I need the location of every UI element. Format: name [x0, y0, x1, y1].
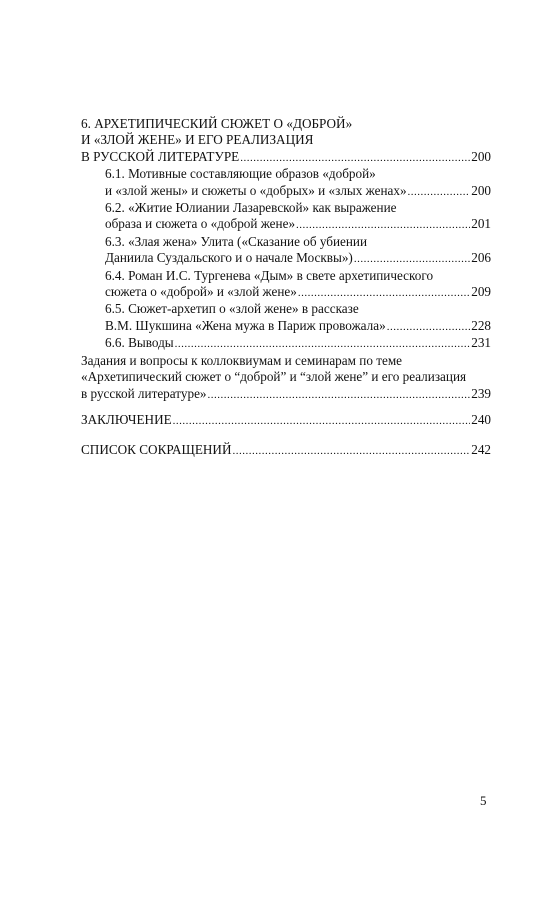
conclusion-label: ЗАКЛЮЧЕНИЕ: [81, 411, 172, 427]
page-ref: 228: [471, 317, 491, 333]
dot-leader: [208, 387, 471, 403]
page-ref: 200: [471, 182, 491, 198]
page-ref: 242: [471, 442, 491, 458]
page-ref: 231: [471, 335, 491, 351]
chapter-title-line: 6. АРХЕТИПИЧЕСКИЙ СЮЖЕТ О «ДОБРОЙ»: [81, 116, 353, 131]
section-title-line: сюжета о «доброй» и «злой жене» ..... 209: [105, 284, 491, 301]
dot-leader: [354, 251, 470, 267]
conclusion-entry[interactable]: [81, 412, 491, 429]
section-title-line: 6.6. Выводы ..... 231: [105, 335, 491, 352]
assignments-title-line: Задания и вопросы к коллоквиумам и семинарам по теме: [81, 352, 403, 368]
chapter-title-line: И «ЗЛОЙ ЖЕНЕ» И ЕГО РЕАЛИЗАЦИЯ: [81, 132, 314, 148]
page-ref: 206: [471, 250, 491, 266]
section-title-line: 6.4. Роман И.С. Тургенева «Дым» в свете архетипического: [105, 267, 434, 283]
dot-leader: [232, 443, 470, 459]
section-title-line: и «злой жены» и сюжеты о «добрых» и «злых женах» ..... 200: [105, 183, 491, 200]
dot-leader: [240, 150, 470, 166]
section-entry[interactable]: [81, 166, 491, 200]
section-entry[interactable]: [81, 268, 491, 302]
dot-leader: [296, 217, 470, 233]
section-entry[interactable]: [81, 200, 491, 234]
dot-leader: [173, 413, 471, 429]
section-title-line: 6.3. «Злая жена» Улита («Сказание об убиении: [105, 233, 368, 249]
dot-leader: [408, 184, 471, 200]
section-entry[interactable]: [81, 301, 491, 335]
section-title-line: образа и сюжета о «доброй жене» ..... 201: [105, 216, 491, 233]
dot-leader: [298, 285, 470, 301]
table-of-contents: [81, 116, 491, 460]
section-title-line: 6.2. «Житие Юлиании Лазаревской» как выражение: [105, 200, 397, 216]
assignments-title-line: «Архетипический сюжет о “доброй” и “злой жене” и его реализация: [81, 369, 467, 385]
section-entry[interactable]: [81, 234, 491, 268]
section-title-line: В.М. Шукшина «Жена мужа в Париж провожала» ..... 228: [105, 318, 491, 335]
chapter-entry[interactable]: [81, 116, 491, 166]
page-ref: 240: [471, 411, 491, 427]
section-title-line: 6.5. Сюжет-архетип о «злой жене» в рассказе: [105, 301, 359, 317]
chapter-title-line: В РУССКОЙ ЛИТЕРАТУРЕ ..... 200: [81, 149, 491, 166]
assignments-title-line: в русской литературе» ..... 239: [81, 386, 491, 403]
section-title-line: 6.1. Мотивные составляющие образов «доброй»: [105, 166, 376, 182]
section-entry[interactable]: [81, 335, 491, 352]
page-number: 5: [480, 793, 487, 808]
dot-leader: [175, 336, 471, 352]
page-ref: 209: [471, 284, 491, 300]
page-ref: 239: [471, 385, 491, 401]
dot-leader: [387, 319, 471, 335]
page-ref: 200: [471, 148, 491, 164]
abbreviations-label: СПИСОК СОКРАЩЕНИЙ: [81, 442, 232, 458]
assignments-entry[interactable]: [81, 353, 491, 403]
section-title-line: Даниила Суздальского и о начале Москвы») ..... 206: [105, 250, 491, 267]
page-ref: 201: [471, 216, 491, 232]
abbreviations-entry[interactable]: [81, 442, 491, 459]
